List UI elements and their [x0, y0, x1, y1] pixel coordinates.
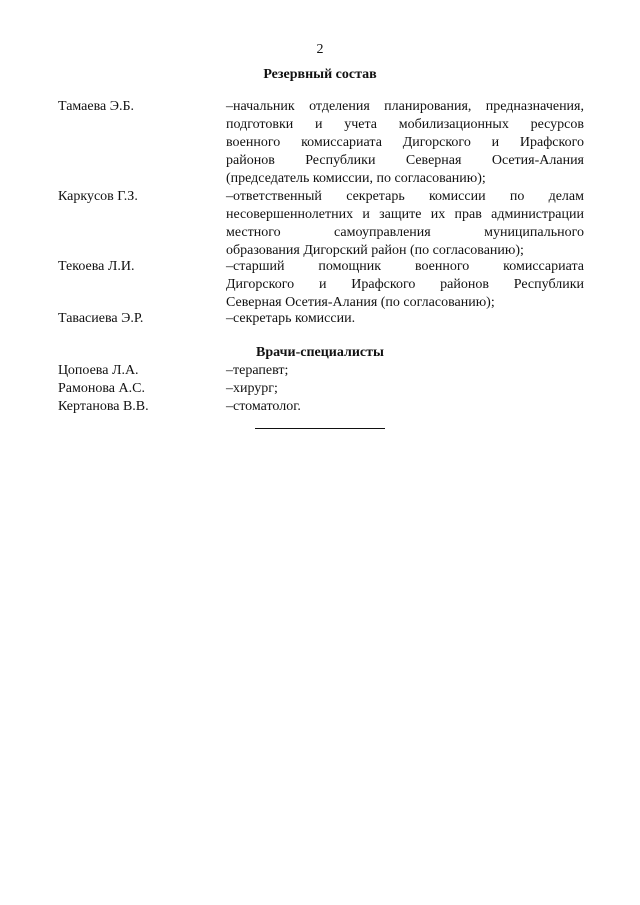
- member-role: [226, 362, 584, 380]
- member-role: [226, 380, 584, 398]
- member-name: Каркусов Г.З.: [58, 189, 138, 204]
- member-role: [226, 98, 584, 188]
- role-line: –ответственный секретарь комиссии по делам: [226, 189, 584, 204]
- end-divider: [255, 428, 385, 429]
- page-number: 2: [316, 42, 324, 57]
- role-line: военного комиссариата Дигорского и Ирафского: [226, 135, 584, 150]
- role-line: Дигорского и Ирафского районов Республики: [226, 277, 584, 292]
- member-role: [226, 258, 584, 312]
- role-line: районов Республики Северная Осетия-Алания: [226, 153, 584, 168]
- role-line: –стоматолог.: [226, 399, 301, 414]
- member-role: [226, 398, 584, 416]
- member-name: Тавасиева Э.Р.: [58, 311, 144, 326]
- member-role: [226, 310, 584, 328]
- role-line: –секретарь комиссии.: [226, 311, 356, 326]
- member-name: Кертанова В.В.: [58, 399, 149, 414]
- role-line: –старший помощник военного комиссариата: [226, 259, 584, 274]
- member-name: Тамаева Э.Б.: [58, 99, 135, 114]
- role-line: –хирург;: [226, 381, 278, 396]
- role-line: несовершеннолетних и защите их прав администрации: [226, 207, 584, 222]
- member-name: Цопоева Л.А.: [58, 363, 139, 378]
- role-line: (председатель комиссии, по согласованию);: [226, 171, 486, 186]
- doctors-section-title: Врачи-специалисты: [256, 345, 384, 360]
- member-name: Текоева Л.И.: [58, 259, 135, 274]
- role-line: образования Дигорский район (по согласованию);: [226, 243, 524, 258]
- member-role: [226, 188, 584, 260]
- role-line: местного самоуправления муниципального: [226, 225, 584, 240]
- role-line: –терапевт;: [226, 363, 289, 378]
- member-name: Рамонова А.С.: [58, 381, 145, 396]
- reserve-section-title: Резервный состав: [263, 67, 377, 82]
- role-line: –начальник отделения планирования, предназначения,: [226, 99, 584, 114]
- role-line: подготовки и учета мобилизационных ресурсов: [226, 117, 584, 132]
- role-line: Северная Осетия-Алания (по согласованию);: [226, 295, 495, 310]
